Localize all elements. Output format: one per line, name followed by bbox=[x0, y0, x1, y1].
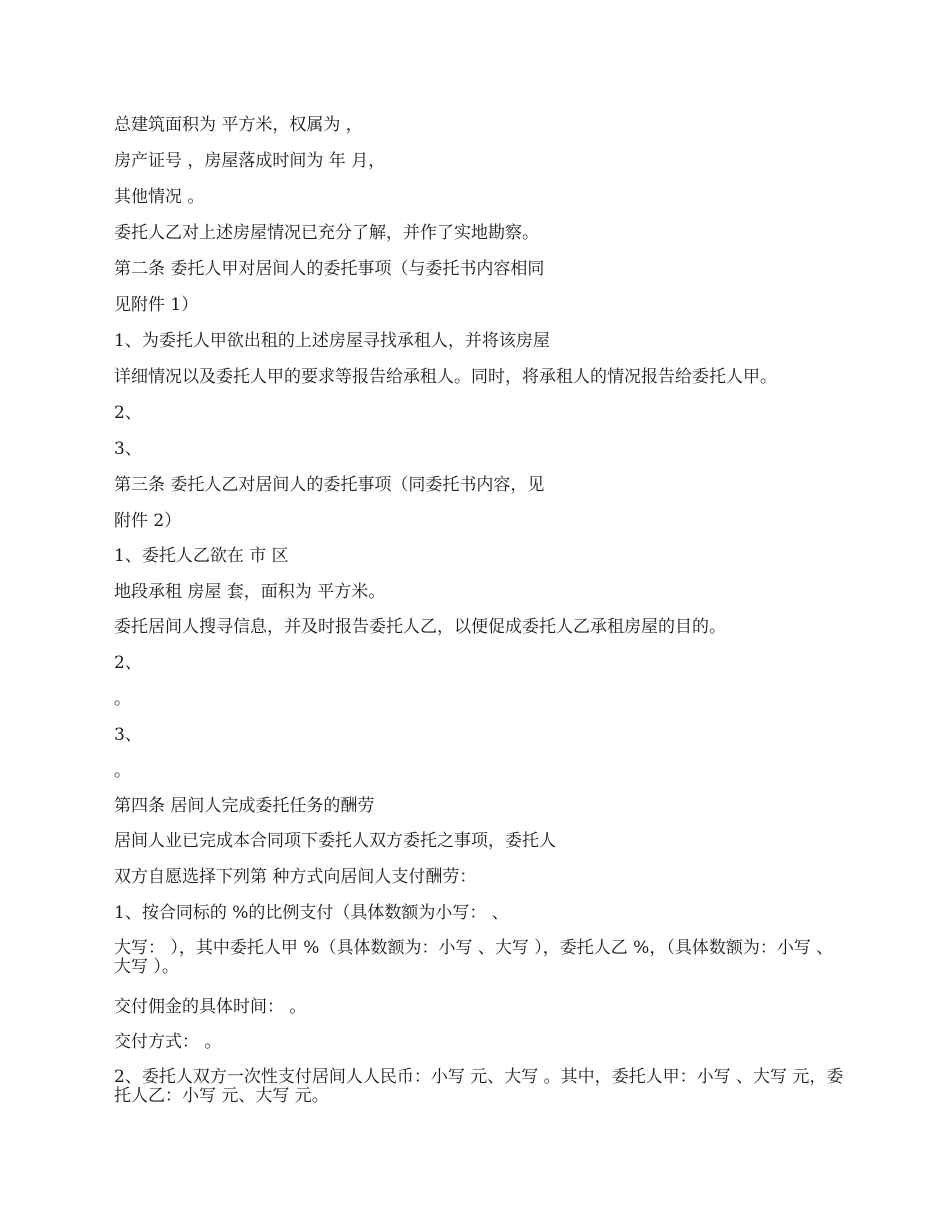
text-line-26: 交付方式： 。 bbox=[114, 1032, 222, 1052]
text-line-10: 3、 bbox=[114, 439, 142, 459]
section-heading-3: 第三条 委托人乙对居间人的委托事项（同委托书内容，见 bbox=[114, 475, 545, 495]
text-line-3: 其他情况 。 bbox=[114, 187, 205, 207]
text-line-2: 房产证号 ，房屋落成时间为 年 月， bbox=[114, 151, 386, 171]
text-line-15: 委托居间人搜寻信息，并及时报告委托人乙，以便促成委托人乙承租房屋的目的。 bbox=[114, 617, 726, 637]
text-line-16: 2、 bbox=[114, 653, 142, 673]
text-line-1: 总建筑面积为 平方米，权属为 ， bbox=[114, 115, 363, 135]
text-line-18: 3、 bbox=[114, 725, 142, 745]
text-line-4: 委托人乙对上述房屋情况已充分了解，并作了实地勘察。 bbox=[114, 223, 539, 243]
section-heading-4: 第四条 居间人完成委托任务的酬劳 bbox=[114, 796, 375, 816]
text-line-6: 见附件 1） bbox=[114, 295, 199, 315]
text-line-8: 详细情况以及委托人甲的要求等报告给承租人。同时，将承租人的情况报告给委托人甲。 bbox=[114, 367, 777, 387]
text-line-9: 2、 bbox=[114, 403, 142, 423]
text-line-13: 1、委托人乙欲在 市 区 bbox=[114, 546, 289, 566]
text-line-12: 附件 2） bbox=[114, 511, 182, 531]
text-line-22: 双方自愿选择下列第 种方式向居间人支付酬劳： bbox=[114, 867, 477, 887]
text-line-19: 。 bbox=[114, 761, 131, 781]
text-line-14: 地段承租 房屋 套，面积为 平方米。 bbox=[114, 582, 386, 602]
text-line-17: 。 bbox=[114, 689, 131, 709]
text-line-25: 交付佣金的具体时间： 。 bbox=[114, 997, 307, 1017]
text-line-7: 1、为委托人甲欲出租的上述房屋寻找承租人，并将该房屋 bbox=[114, 331, 550, 351]
text-line-21: 居间人业已完成本合同项下委托人双方委托之事项，委托人 bbox=[114, 831, 556, 851]
text-line-23: 1、按合同标的 %的比例支付（具体数额为小写： 、 bbox=[114, 903, 509, 923]
text-line-24: 大写： ），其中委托人甲 %（具体数额为：小写 、大写 ），委托人乙 %，（具体数额为：小写 、大写 ）。 bbox=[114, 938, 834, 977]
text-line-27: 2、委托人双方一次性支付居间人人民币：小写 元、大写 。其中，委托人甲：小写 、大写 元，委托人乙：小写 元、大写 元。 bbox=[114, 1067, 844, 1106]
section-heading-2: 第二条 委托人甲对居间人的委托事项（与委托书内容相同 bbox=[114, 259, 545, 279]
